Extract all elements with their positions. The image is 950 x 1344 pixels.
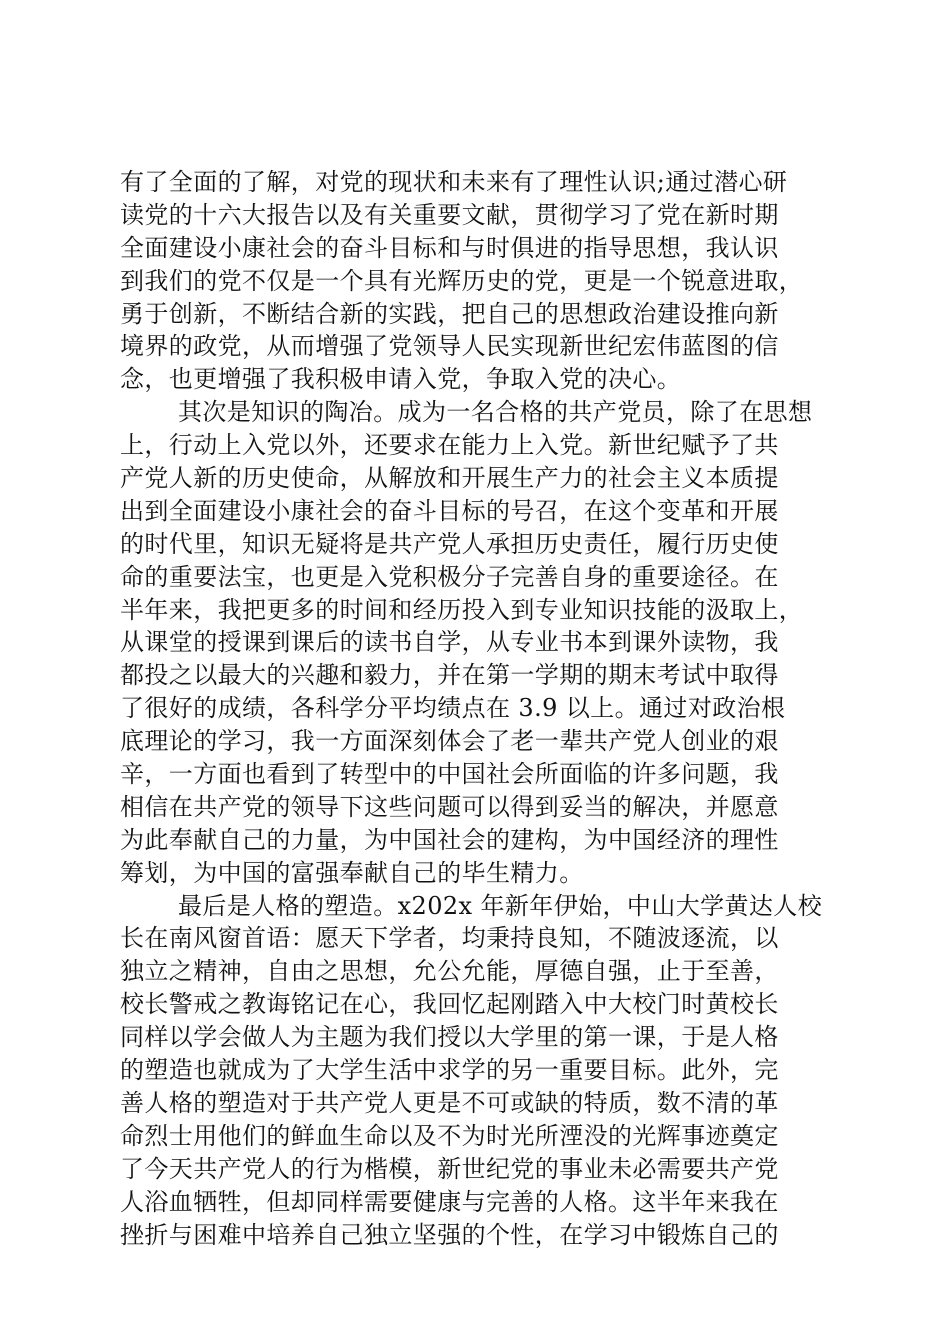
text-line: 上，行动上入党以外，还要求在能力上入党。新世纪赋予了共	[120, 431, 779, 460]
text-line: 筹划，为中国的富强奉献自己的毕生精力。	[120, 858, 584, 887]
paragraph-first-line: 其次是知识的陶冶。成为一名合格的共产党员，除了在思想	[178, 398, 813, 427]
paragraph-first-line: 最后是人格的塑造。x202x 年新年伊始，中山大学黄达人校	[178, 891, 823, 920]
text-line: 了很好的成绩，各科学分平均绩点在 3.9 以上。通过对政治根	[120, 694, 786, 723]
text-line: 为此奉献自己的力量，为中国社会的建构，为中国经济的理性	[120, 825, 779, 854]
text-line: 独立之精神，自由之思想，允公允能，厚德自强，止于至善，	[120, 957, 779, 986]
text-line: 命的重要法宝，也更是入党积极分子完善自身的重要途径。在	[120, 562, 779, 591]
text-line: 的时代里，知识无疑将是共产党人承担历史责任，履行历史使	[120, 529, 779, 558]
text-line: 全面建设小康社会的奋斗目标和与时俱进的指导思想，我认识	[120, 233, 779, 262]
text-line: 人浴血牺牲，但却同样需要健康与完善的人格。这半年来我在	[120, 1187, 779, 1216]
text-line: 相信在共产党的领导下这些问题可以得到妥当的解决，并愿意	[120, 792, 779, 821]
text-line: 都投之以最大的兴趣和毅力，并在第一学期的期末考试中取得	[120, 661, 779, 690]
text-line: 勇于创新，不断结合新的实践，把自己的思想政治建设推向新	[120, 299, 779, 328]
text-line: 产党人新的历史使命，从解放和开展生产力的社会主义本质提	[120, 464, 779, 493]
text-line: 半年来，我把更多的时间和经历投入到专业知识技能的汲取上，	[120, 595, 804, 624]
text-line: 命烈士用他们的鲜血生命以及不为时光所湮没的光辉事迹奠定	[120, 1121, 779, 1150]
text-line: 出到全面建设小康社会的奋斗目标的号召，在这个变革和开展	[120, 496, 779, 525]
text-line: 善人格的塑造对于共产党人更是不可或缺的特质，数不清的革	[120, 1088, 779, 1117]
text-line: 长在南风窗首语：愿天下学者，均秉持良知，不随波逐流，以	[120, 924, 779, 953]
text-line: 有了全面的了解，对党的现状和未来有了理性认识;通过潜心研	[120, 168, 788, 196]
document-body	[120, 166, 840, 1251]
text-line: 念，也更增强了我积极申请入党，争取入党的决心。	[120, 365, 682, 394]
text-line: 底理论的学习，我一方面深刻体会了老一辈共产党人创业的艰	[120, 727, 779, 756]
text-line: 境界的政党，从而增强了党领导人民实现新世纪宏伟蓝图的信	[120, 332, 779, 361]
text-line: 同样以学会做人为主题为我们授以大学里的第一课，于是人格	[120, 1023, 779, 1052]
text-line: 读党的十六大报告以及有关重要文献，贯彻学习了党在新时期	[120, 200, 779, 229]
text-line: 到我们的党不仅是一个具有光辉历史的党，更是一个锐意进取，	[120, 266, 804, 295]
text-line: 从课堂的授课到课后的读书自学，从专业书本到课外读物，我	[120, 628, 779, 657]
text-line: 辛，一方面也看到了转型中的中国社会所面临的许多问题，我	[120, 760, 779, 789]
text-line: 挫折与困难中培养自己独立坚强的个性，在学习中锻炼自己的	[120, 1220, 779, 1249]
text-line: 了今天共产党人的行为楷模，新世纪党的事业未必需要共产党	[120, 1154, 779, 1183]
text-line: 校长警戒之教诲铭记在心，我回忆起刚踏入中大校门时黄校长	[120, 990, 779, 1019]
text-line: 的塑造也就成为了大学生活中求学的另一重要目标。此外，完	[120, 1056, 779, 1085]
